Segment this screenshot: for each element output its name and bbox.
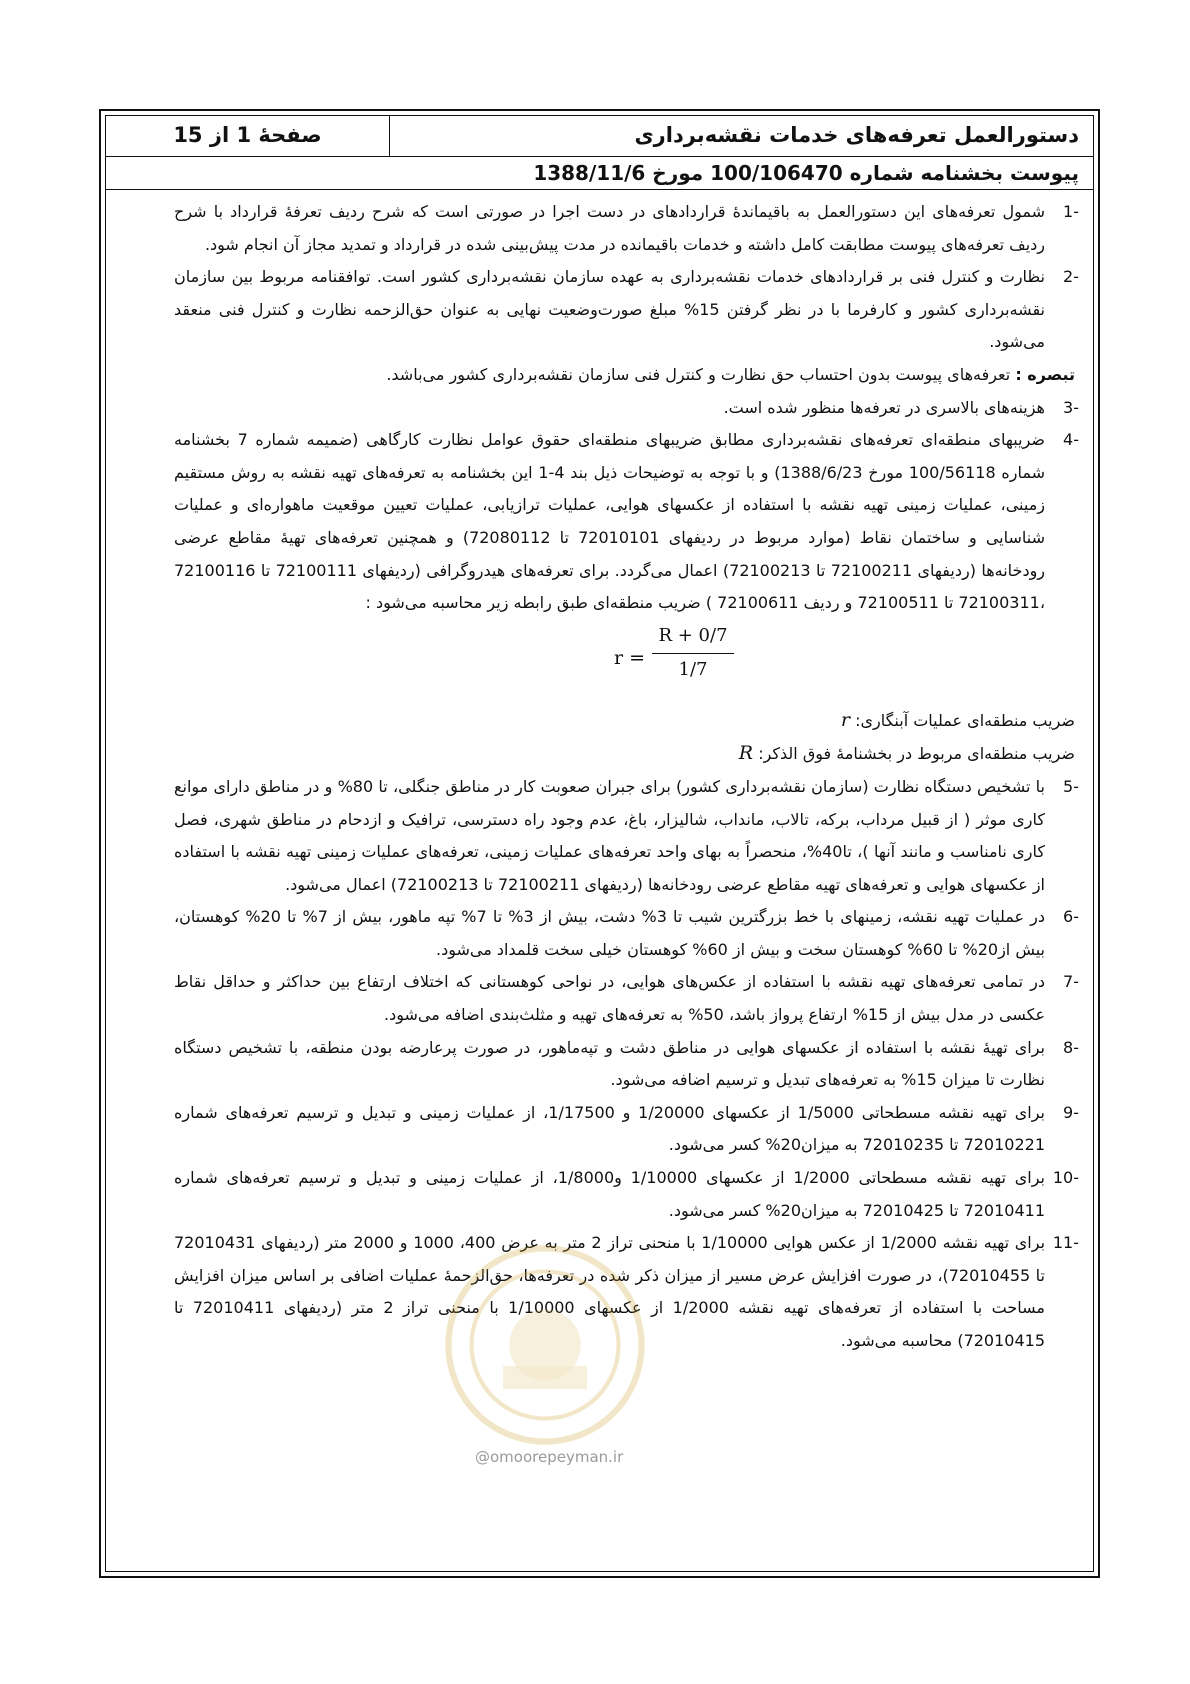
formula-denominator: 1/7 [678,658,708,680]
list-item [174,392,1079,425]
item-text: با تشخیص دستگاه نظارت (سازمان نقشه‌برداری کشور) برای جبران صعوبت کار در مناطق جنگلی، تا 80% و در مناطق دارای موانع کاری موثر ( از قبیل مرداب، برکه، تالاب، مانداب، شالیزار، باغ، عدم وجود راه دسترسی، ترافیک و ازدحام در مناطق شهری، فصل کاری نامناسب و مانند آنها )، تا40%، منحصراً به بهای واحد تعرفه‌های عملیات زمینی، تعرفه‌های عملیات زمینی تهیه نقشه با استفاده از عکسهای هوایی و تعرفه‌های تهیه مقاطع عرضی رودخانه‌ها (ردیفهای 72100211 تا 72100213) اعمال می‌شود. [174,776,1045,894]
item-number: 6- [1063,907,1079,927]
item-number: 8- [1063,1037,1079,1057]
list-item [174,901,1079,966]
page-border [99,109,1100,1578]
definition-text: ضریب منطقه‌ای مربوط در بخشنامهٔ فوق الذکر: [758,744,1075,764]
item-text: برای تهیه نقشه مسطحاتی 1/2000 از عکسهای 1/10000 و1/8000، از عملیات زمینی و تبدیل و ترسیم تعرفه‌های شماره 72010411 تا 72010425 به میزان20% کسر می‌شود. [174,1168,1046,1220]
item-number: 11- [1052,1233,1079,1253]
list-item [174,424,1079,620]
item-text: هزینه‌های بالاسری در تعرفه‌ها منظور شده است. [723,397,1045,417]
note-text: تعرفه‌های پیوست بدون احتساب حق نظارت و کنترل فنی سازمان نقشه‌برداری کشور می‌باشد. [386,364,1011,384]
definition-text: ضریب منطقه‌ای عملیات آبنگاری: [855,710,1075,730]
definition-symbol: r [840,708,850,731]
item-number: 2- [1063,267,1079,287]
item-text: برای تهیه نقشه 1/2000 از عکس هوایی 1/10000 با منحنی تراز 2 متر به عرض 400، 1000 و 2000 متر (ردیفهای 72010431 تا 72010455)، در صورت افزایش عرض مسیر از میزان ذکر شده در تعرفه‌ها، حق‌الزحمهٔ عملیات اضافی بر اساس میزان افزایش مساحت با استفاده از تعرفه‌های تهیه نقشه 1/2000 از عکسهای 1/10000 با منحنی تراز 2 متر (ردیفهای 72010411 تا 72010415) محاسبه می‌شود. [174,1233,1046,1350]
item-text: برای تهیهٔ نقشه با استفاده از عکسهای هوایی در مناطق دشت و تپه‌ماهور، در صورت پرعارضه بودن منطقه، با تشخیص دستگاه نظارت تا میزان 15% به تعرفه‌های تبدیل و ترسیم اضافه می‌شود. [174,1037,1045,1090]
formula [174,620,1079,704]
list-item [174,261,1079,359]
list-item [174,196,1079,261]
item-number: 5- [1063,776,1079,796]
document-subtitle: پیوست بخشنامه شماره 100/106470 مورخ 1388/11/6 [533,161,1079,185]
definition-line [174,737,1079,771]
item-number: 10- [1052,1168,1079,1188]
watermark-text: @omoorepeyman.ir [475,1448,624,1466]
item-text: شمول تعرفه‌های این دستورالعمل به باقیماندهٔ قراردادهای در دست اجرا در صورتی است که شرح ردیف تعرفهٔ قرارداد با شرح ردیف تعرفه‌های پیوست مطابقت کامل داشته و خدمات باقیمانده در مدت پیش‌بینی شده در قرارداد و تمدید مجاز آن انجام شود. [174,202,1045,254]
formula-numerator: R + 0/7 [652,622,734,654]
item-text: ضریبهای منطقه‌ای تعرفه‌های نقشه‌برداری مطابق ضریبهای منطقه‌ای حقوق عوامل نظارت کارگاهی (ضمیمه شماره 7 بخشنامه شماره 100/56118 مورخ 1388/6/23) و با توجه به توضیحات ذیل بند 4-1 این بخشنامه به تعرفه‌های تهیه نقشه به روش مستقیم زمینی، عملیات زمینی تهیه نقشه با استفاده از عکسهای هوایی، عملیات ترازیابی، عملیات تعیین موقعیت ماهواره‌ای و عملیات شناسایی و ساختمان نقاط (موارد مربوط در ردیفهای 72010101 تا 72080112) و همچنین تعرفه‌های تهیهٔ مقاطع عرضی رودخانه‌ها (ردیفهای 72100211 تا 72100213) اعمال می‌گردد. برای تعرفه‌های هیدروگرافی (ردیفهای 72100111 تا 72100116 ،72100311 تا 72100511 و ردیف 72100611 ) ضریب منطقه‌ای طبق رابطه زیر محاسبه می‌شود : [174,430,1046,613]
note [174,359,1079,392]
header-divider [389,116,390,156]
list-item [174,1162,1079,1227]
definition-line [174,704,1079,738]
note-label: تبصره : [1015,364,1075,384]
header-row [106,116,1093,157]
item-number: 3- [1063,397,1079,417]
list-item [174,1032,1079,1097]
item-number: 9- [1063,1102,1079,1122]
subheader-row [106,157,1093,190]
item-text: نظارت و کنترل فنی بر قراردادهای خدمات نقشه‌برداری به عهده سازمان نقشه‌برداری کشور است. توافقنامه مربوط بین سازمان نقشه‌برداری کشور و کارفرما با در نظر گرفتن 15% مبلغ صورت‌وضعیت نهایی به عنوان حق‌الزحمه نظارت و کنترل فنی منعقد می‌شود. [174,267,1046,352]
item-number: 1- [1063,202,1079,221]
item-text: در تمامی تعرفه‌های تهیه نقشه با استفاده از عکس‌های هوایی، در نواحی کوهستانی که اختلاف ارتفاع بین حداکثر و حداقل نقاط عکسی در مدل بیش از 15% ارتفاع پرواز باشد، 50% به تعرفه‌های تهیه و مثلث‌بندی اضافه می‌شود. [174,972,1045,1025]
list-item [174,771,1079,901]
item-text: برای تهیه نقشه مسطحاتی 1/5000 از عکسهای 1/20000 و 1/17500، از عملیات زمینی و تبدیل و ترسیم تعرفه‌های شماره 72010221 تا 72010235 به میزان20% کسر می‌شود. [174,1102,1046,1155]
list-item [174,1227,1079,1357]
list-item [174,1097,1079,1162]
page-indicator: صفحهٔ 1 از 15 [173,123,322,147]
document-body [174,196,1079,1358]
page-inner-border [105,115,1094,1572]
list-item [174,966,1079,1031]
definition-symbol: R [738,742,754,765]
item-number: 4- [1063,430,1079,450]
formula-lhs: r = [614,646,646,669]
item-text: در عملیات تهیه نقشه، زمینهای با خط بزرگترین شیب تا 3% دشت، بیش از 3% تا 7% تپه ماهور، بیش از 7% تا 20% کوهستان، بیش از20% تا 60% کوهستان سخت و بیش از 60% کوهستان خیلی سخت قلمداد می‌شود. [174,907,1046,959]
formula-fraction [652,622,734,686]
item-number: 7- [1063,972,1079,992]
document-title: دستورالعمل تعرفه‌های خدمات نقشه‌برداری [634,123,1079,147]
